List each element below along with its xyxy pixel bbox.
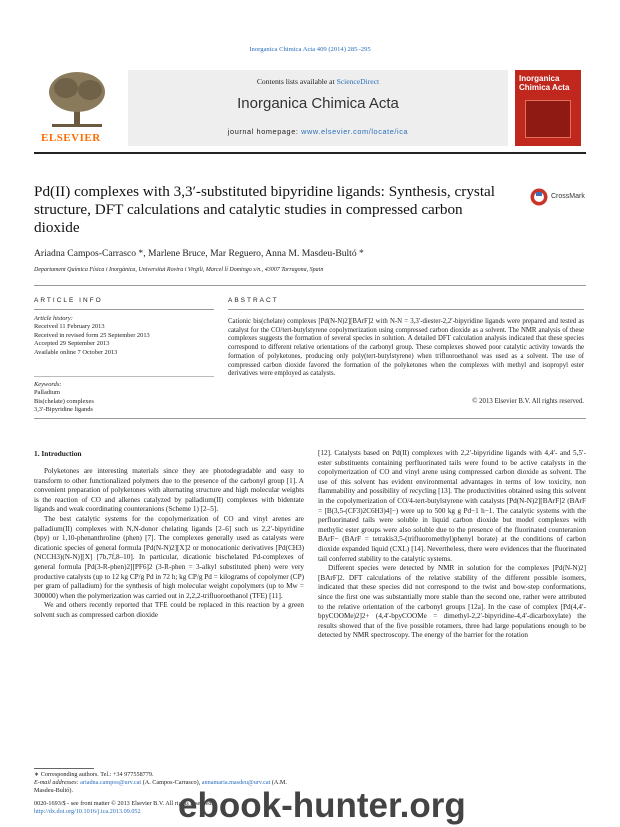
divider (34, 285, 586, 286)
paragraph: The best catalytic systems for the copolymerization of CO and vinyl arenes are palladium(II) complexes with N,N-donor chelating ligands [2–6] such us 2,2′-bipyridine (bpy) or 1,10-phenanthroline (phen) [7]. The complexes generally used as catalysts were dicationic species of general formula [Pd(N-N)2][X]2 or monocationic derivatives [Pd(CH3)(NCCH3)(N-N)][X] [7b,7f,8–10]. In particular, dicationic bischelated Pd-complexes of general formula [Pd(3-R-phen)2][PF6]2 (3-R-phen = 3-alkyl substituted phen) were very productive catalysts (up to 12 kg CP/g Pd in 72 h; kg CP/g Pd = kilograms of copolymer (CP) per gram of palladium) for the synthesis of high molecular weight copolymers (up to Mw = 300000) when the polymerization was carried out in 2,2,2-trifluoroethanol (TFE) [11]. (34, 514, 304, 600)
journal-masthead (128, 70, 508, 146)
journal-cover (515, 70, 581, 146)
body-left-column (34, 467, 304, 621)
paragraph: Polyketones are interesting materials since they are photodegradable and easy to transform to other functionalized polymers due to the presence of the carbonyl group [1]. A convenient preparation of polyketones with alternating structure and high molecular weights is the reaction of CO and alkenes catalyzed by palladium(II) complexes with bidentate ligands and weak coordinating counteranions (Scheme 1) [2–5]. (34, 467, 304, 514)
author-list: Ariadna Campos-Carrasco *, Marlene Bruce, Mar Reguero, Anna M. Masdeu-Bultó * (34, 248, 364, 259)
keywords (34, 381, 214, 415)
contents-line (128, 77, 508, 86)
history-item: Accepted 29 September 2013 (34, 340, 110, 348)
section-heading: 1. Introduction (34, 449, 82, 458)
corresponding-note: ∗ Corresponding authors. Tel.: +34 977558779. (34, 771, 154, 778)
body-right-column (318, 449, 586, 641)
paragraph: We and others recently reported that TFE could be replaced in this reaction by a green solvent such as compressed carbon dioxide (34, 601, 304, 619)
doi-link[interactable]: http://dx.doi.org/10.1016/j.ica.2013.09.052 (34, 808, 141, 815)
emails-label: E-mail addresses: (34, 779, 79, 786)
paragraph: [12]. Catalysts based on Pd(II) complexes with 2,2′-bipyridine ligands with 4,4′- and 5,5′-ester substituents containing perfluorinated tails were found to be active catalysts in the copolymerization of CO and vinyl arene using compressed carbon dioxide as solvent. The use of this solvent has evident environmental advantages in terms of low toxicity, non flammability and possibility of recycling [13]. The productivities obtained using this solvent in the copolymerization of CO/4-tert-butylstyrene with catalysts [Pd(N-N)2][BArF]2 (BArF = [B(3,5-(CF3)2C6H3)4]−) were up to 500 kg g Pd−1 h−1. The catalytic systems with the perfluorinated tails were soluble in liquid carbon dioxide but model complexes with methylic ester groups were also soluble due to the presence of the fluorinated counteranion BArF− (BArF = tetrakis3,5-(trifluoromethyl)phenyl borate) at the conditions of carbon dioxide expanded liquid (CXL) [14]. Nevertheless, there were evidences that the fluorinated tail conferred stability to the catalytic systems. (318, 449, 586, 563)
divider (34, 309, 214, 310)
crossmark-label: CrossMark (551, 193, 585, 200)
sciencedirect-link[interactable]: ScienceDirect (336, 77, 380, 86)
homepage-prefix: journal homepage: (227, 127, 302, 136)
issn-line: 0020-1693/$ - see front matter © 2013 Elsevier B.V. All rights reserved. (34, 800, 213, 807)
keyword: Bis(chelate) complexes (34, 397, 94, 405)
divider (34, 376, 214, 377)
article-history (34, 315, 214, 357)
email-link[interactable]: ariadna.campos@urv.cat (80, 779, 142, 786)
keywords-label: Keywords: (34, 381, 62, 388)
watermark: ebook-hunter.org (178, 786, 466, 825)
crossmark-icon (530, 188, 548, 206)
publisher-name: ELSEVIER (41, 132, 101, 144)
affiliation: Departament Química Física i Inorgànica, Universitat Rovira i Virgili, Marcel lí Domingo s/n., 43007 Tarragona, Spain (34, 267, 324, 273)
article-info-heading: ARTICLE INFO (34, 297, 103, 304)
paragraph: Different species were detected by NMR in solution for the complexes [Pd(N-N)2][BArF]2. DFT calculations of the relative stability of the different possible isomers, indicated that these species did not correspond to the twist and bow-step conformations, since the first one was substantially more stable than the second one, rather were attributed to the relative orientation of the carbonyl groups [12a]. In the case of complex [Pd(4,4′-bpyCOOMe)2]2+ (4,4′-bpyCOOMe = dimethyl-2,2′-bipyridine-4,4′-dicarboxylate) the results showed that of the five possible rotamers, three had large populations enough to be detected by NMR spectroscopy. The energy of the barrier for the rotation (318, 564, 586, 640)
journal-homepage (128, 127, 508, 136)
copyright: © 2013 Elsevier B.V. All rights reserved. (472, 398, 584, 405)
cover-image (525, 100, 571, 138)
history-label: Article history: (34, 315, 73, 322)
homepage-link[interactable]: www.elsevier.com/locate/ica (301, 127, 409, 136)
article-title: Pd(II) complexes with 3,3′-substituted bipyridine ligands: Synthesis, crystal structure, DFT calculations and catalytic studies in compressed carbon dioxide (34, 183, 496, 236)
keyword: Palladium (34, 389, 60, 397)
journal-banner (38, 70, 583, 146)
footnote-rule (34, 768, 94, 769)
history-item: Received in revised form 25 September 2013 (34, 331, 150, 339)
crossmark-badge[interactable] (530, 186, 590, 208)
contents-prefix: Contents lists available at (256, 77, 337, 86)
history-item: Available online 7 October 2013 (34, 348, 118, 356)
cover-title: Inorganica Chimica Acta (519, 74, 570, 92)
journal-reference[interactable]: Inorganica Chimica Acta 409 (2014) 285–295 (249, 46, 371, 53)
header-rule (34, 152, 586, 154)
email-link[interactable]: annamaria.masdeu@urv.cat (201, 779, 271, 786)
abstract-text: Cationic bis(chelate) complexes [Pd(N-N)2][BArF]2 with N-N = 3,3′-diester-2,2′-bipyridine ligands were prepared and tested as catalyst for the CO/tert-butylstyrene copolymerization using compressed carbon dioxide as a solvent. The NMR analysis of these complexes suggests the formation of several species in solution. A detailed DFT calculation analysis indicated that these species correspond to different relative orientations of the carbonyl group. These complexes showed poor catalytic activity towards the formation of polyketones, producing only poly(tert-butylstyrene) when trifluoroethanol was used as a solvent. The use of compressed carbon dioxide favored the formation of the polyketones when the complexes with methyl and isopropyl ester derivatives were employed as catalysts. (228, 318, 584, 378)
divider (228, 309, 584, 310)
history-item: Received 11 February 2013 (34, 323, 105, 331)
keyword: 3,3′-Bipyridine ligands (34, 406, 93, 414)
elsevier-tree-logo (38, 70, 118, 146)
email-owner: (A. Campos-Carrasco), (142, 779, 201, 786)
divider (34, 418, 586, 419)
abstract-heading: ABSTRACT (228, 297, 279, 304)
journal-title: Inorganica Chimica Acta (237, 95, 399, 112)
email-owner: (A.M. Masdeu-Bultó). (34, 779, 287, 794)
